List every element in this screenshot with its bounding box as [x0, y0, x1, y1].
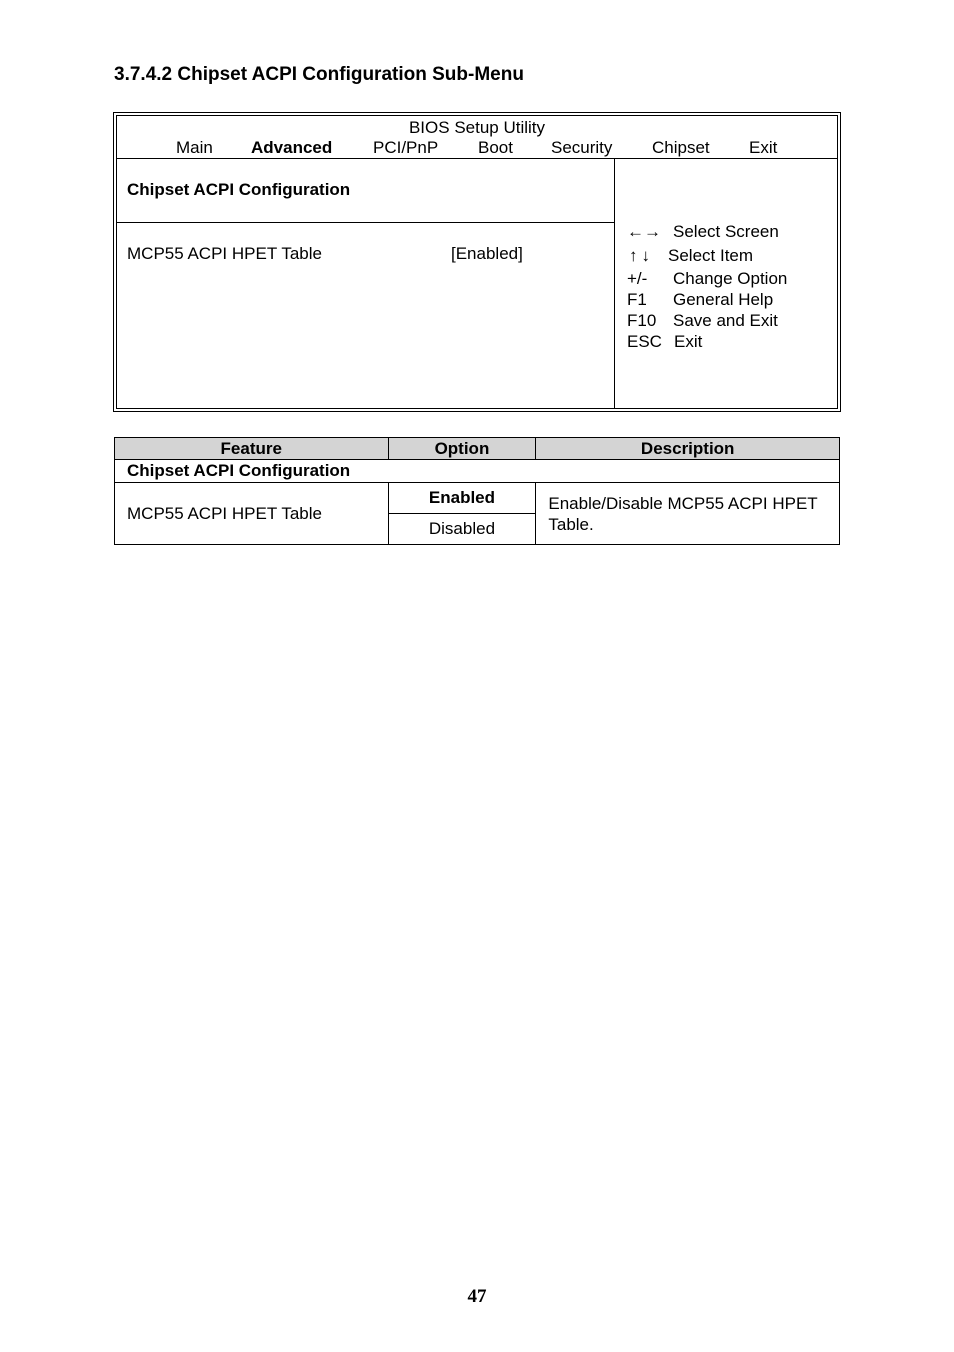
feature-table — [114, 437, 840, 545]
help-key-esc: ESC — [627, 332, 662, 351]
menu-main[interactable]: Main — [176, 138, 213, 157]
menu-boot[interactable]: Boot — [478, 138, 513, 157]
help-select-item: Select Item — [668, 246, 754, 265]
feature-description: Enable/Disable MCP55 ACPI HPET Table. — [536, 483, 840, 545]
help-exit: Exit — [674, 332, 703, 351]
table-header-row — [115, 438, 840, 460]
header-feature: Feature — [115, 438, 389, 460]
bios-header — [117, 116, 837, 159]
feature-name: MCP55 ACPI HPET Table — [115, 483, 389, 545]
table-section-row — [115, 460, 840, 483]
subtitle-divider — [117, 222, 614, 223]
table-row — [115, 483, 840, 514]
help-key-plusminus: +/- — [627, 269, 648, 288]
menu-security[interactable]: Security — [551, 138, 613, 157]
menu-pcipnp[interactable]: PCI/PnP — [373, 138, 439, 157]
help-key-f1: F1 — [627, 290, 647, 309]
help-change-option: Change Option — [673, 269, 788, 288]
up-down-arrow-icon: ↑↓ — [629, 246, 654, 265]
header-option: Option — [388, 438, 536, 460]
help-key-f10: F10 — [627, 311, 657, 330]
setting-label[interactable]: MCP55 ACPI HPET Table — [127, 244, 322, 263]
help-save-exit: Save and Exit — [673, 311, 778, 330]
section-title: 3.7.4.2 Chipset ACPI Configuration Sub-Menu — [114, 64, 524, 85]
menu-exit[interactable]: Exit — [749, 138, 778, 157]
section-row-label: Chipset ACPI Configuration — [115, 460, 840, 483]
help-select-screen: Select Screen — [673, 222, 779, 241]
page-number: 47 — [467, 1286, 487, 1307]
menu-chipset[interactable]: Chipset — [652, 138, 710, 157]
bios-title: BIOS Setup Utility — [408, 118, 546, 137]
menu-advanced[interactable]: Advanced — [251, 138, 333, 157]
option-enabled: Enabled — [388, 483, 536, 514]
help-general-help: General Help — [673, 290, 774, 309]
left-right-arrow-icon: ←→ — [627, 222, 661, 241]
option-disabled: Disabled — [388, 514, 536, 545]
setting-value[interactable]: [Enabled] — [451, 244, 523, 263]
header-description: Description — [536, 438, 840, 460]
panel-divider — [614, 158, 615, 408]
submenu-title: Chipset ACPI Configuration — [127, 180, 351, 199]
bios-setup-screen — [113, 112, 841, 412]
